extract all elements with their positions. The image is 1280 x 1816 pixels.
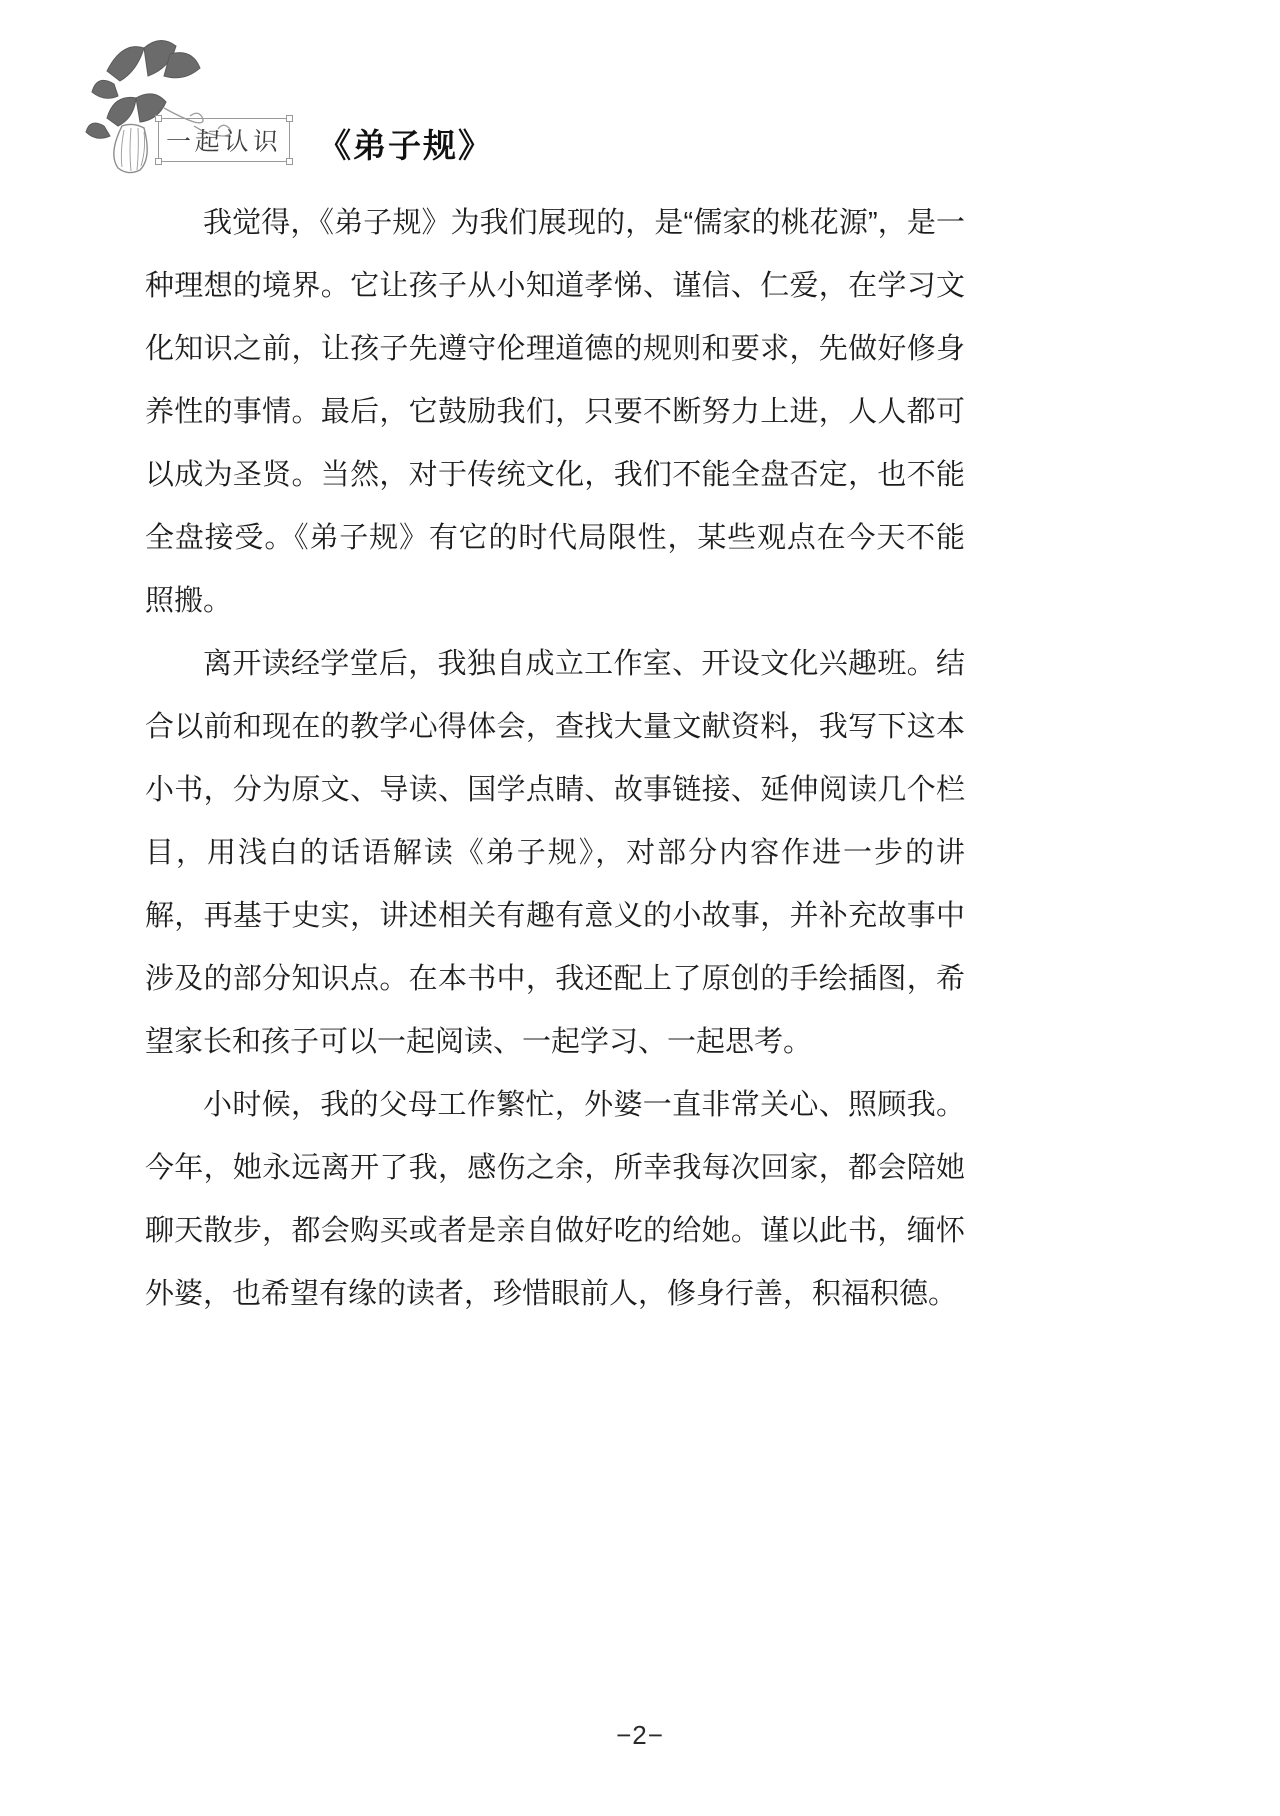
page-body <box>145 192 965 1326</box>
page-number: −2− <box>616 1720 664 1750</box>
badge-corner-ornament <box>286 115 293 122</box>
badge-corner-ornament <box>155 158 162 165</box>
body-paragraph: 我觉得，《弟子规》为我们展现的，是“儒家的桃花源”，是一种理想的境界。它让孩子从小知道孝悌、谨信、仁爱，在学习文化知识之前，让孩子先遵守伦理道德的规则和要求，先做好修身养性的事情。最后，它鼓励我们，只要不断努力上进，人人都可以成为圣贤。当然，对于传统文化，我们不能全盘否定，也不能全盘接受。《弟子规》有它的时代局限性，某些观点在今天不能照搬。 <box>145 207 965 617</box>
section-badge-label: 一起认识 <box>165 128 283 156</box>
body-paragraph: 离开读经学堂后，我独自成立工作室、开设文化兴趣班。结合以前和现在的教学心得体会，查找大量文献资料，我写下这本小书，分为原文、导读、国学点睛、故事链接、延伸阅读几个栏目，用浅白的话语解读《弟子规》，对部分内容作进一步的讲解，再基于史实，讲述相关有趣有意义的小故事，并补充故事中涉及的部分知识点。在本书中，我还配上了原创的手绘插图，希望家长和孩子可以一起阅读、一起学习、一起思考。 <box>145 648 965 1058</box>
badge-corner-ornament <box>286 158 293 165</box>
body-paragraph: 小时候，我的父母工作繁忙，外婆一直非常关心、照顾我。今年，她永远离开了我，感伤之余，所幸我每次回家，都会陪她聊天散步，都会购买或者是亲自做好吃的给她。谨以此书，缅怀外婆，也希望有缘的读者，珍惜眼前人，修身行善，积福积德。 <box>145 1089 965 1310</box>
page-footer <box>0 1720 1280 1751</box>
book-title: 《弟子规》 <box>318 127 493 164</box>
section-badge <box>158 118 290 162</box>
badge-corner-ornament <box>155 115 162 122</box>
